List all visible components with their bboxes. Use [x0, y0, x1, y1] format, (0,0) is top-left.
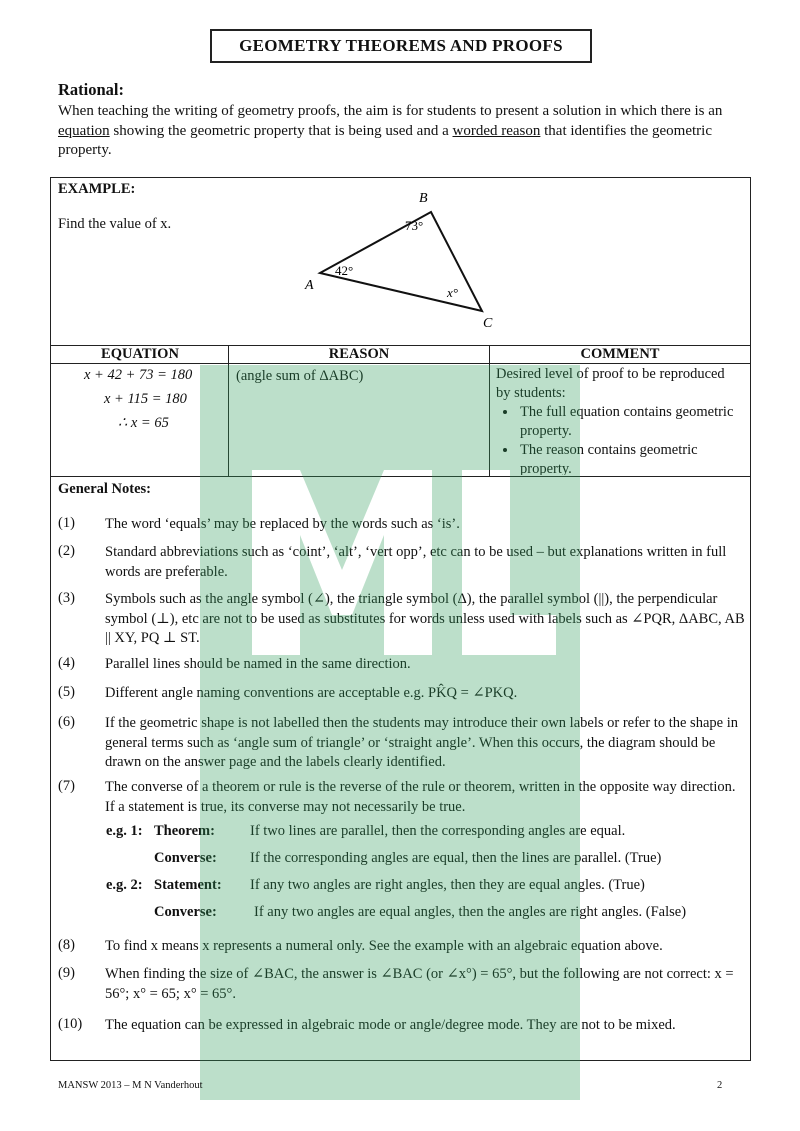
comment-intro: Desired level of proof to be reproduced by students:: [496, 366, 725, 401]
example-label-statement: Statement:: [154, 877, 222, 893]
note-number: (9): [58, 965, 75, 981]
equation-line-1: x + 42 + 73 = 180: [84, 367, 193, 383]
example-heading: EXAMPLE:: [58, 181, 136, 197]
angle-b-label: 73°: [405, 218, 424, 233]
example-label-theorem: Theorem:: [154, 823, 215, 839]
note-text: Symbols such as the angle symbol (∠), the triangle symbol (Δ), the parallel symbol (||), the perpendicular symbol (⊥), etc are not to be used as substitutes for words unless used with labels such as ∠PQR, ΔABC, AB || XY, PQ ⊥ ST.: [105, 591, 745, 646]
example-text-theorem: If two lines are parallel, then the corresponding angles are equal.: [250, 823, 626, 839]
rational-underlined-equation: equation: [58, 122, 110, 139]
rational-heading: Rational:: [58, 80, 124, 99]
note-number: (3): [58, 590, 75, 606]
note-number: (4): [58, 655, 75, 671]
general-notes-heading: General Notes:: [58, 481, 152, 497]
angle-a-label: 42°: [335, 263, 354, 278]
reason-cell: (angle sum of ΔABC): [236, 368, 364, 384]
footer-credit: MANSW 2013 – M N Vanderhout: [58, 1080, 203, 1091]
triangle-diagram: [295, 185, 505, 335]
note-text: When finding the size of ∠BAC, the answer is ∠BAC (or ∠x°) = 65°, but the following are not correct: x = 56°; x° = 65; x° = 65°.: [105, 966, 734, 1002]
example-tag-1: e.g. 1:: [106, 823, 143, 839]
comment-bullet-1: • The full equation contains geometric property.: [518, 403, 741, 441]
note-text: Parallel lines should be named in the same direction.: [105, 656, 411, 672]
comment-list: [496, 403, 741, 475]
watermark-text: ML: [389, 565, 391, 566]
col-header-comment: COMMENT: [580, 346, 660, 362]
note-text: Different angle naming conventions are acceptable e.g. PK̂Q = ∠PKQ.: [105, 685, 518, 701]
rational-text-pre: When teaching the writing of geometry proofs, the aim is for students to present a solution in which there is an: [58, 103, 723, 119]
note-text: The equation can be expressed in algebraic mode or angle/degree mode. They are not to be mixed.: [105, 1017, 676, 1033]
vertex-b-label: B: [419, 191, 428, 206]
note-text: The word ‘equals’ may be replaced by the words such as ‘is’.: [105, 516, 460, 532]
example-text-converse-2: If any two angles are equal angles, then the angles are right angles. (False): [254, 904, 687, 920]
table-bottom-divider: [50, 476, 751, 477]
rational-text-post: that identifies the geometric property.: [58, 122, 712, 158]
col-header-equation: EQUATION: [101, 346, 179, 362]
note-number: (5): [58, 684, 75, 700]
page-number: 2: [717, 1080, 723, 1091]
equation-line-3: ∴ x = 65: [118, 415, 169, 431]
example-question: Find the value of x.: [58, 216, 172, 232]
rational-text-mid: showing the geometric property that is being used and a: [109, 122, 453, 139]
note-number: (10): [58, 1016, 83, 1032]
note-text: To find x means x represents a numeral only. See the example with an algebraic equation above.: [105, 938, 663, 954]
rational-paragraph: [58, 102, 748, 161]
note-number: (1): [58, 515, 75, 531]
comment-cell: [496, 365, 741, 475]
note-number: (7): [58, 778, 75, 794]
example-label-converse-1: Converse:: [154, 850, 217, 866]
note-text: If the geometric shape is not labelled then the students may introduce their own labels or refer to the shape in general terms such as ‘angle sum of triangle’ or ‘straight angle’. When this occurs, the diagram should be drawn on the answer page and the labels clearly identified.: [105, 715, 738, 770]
example-text-converse-1: If the corresponding angles are equal, then the lines are parallel. (True): [250, 850, 662, 866]
vertex-a-label: A: [305, 278, 314, 293]
example-tag-2: e.g. 2:: [106, 877, 143, 893]
rational-underlined-reason: worded reason: [452, 122, 541, 139]
example-text-statement: If any two angles are right angles, then they are equal angles. (True): [250, 877, 645, 893]
equation-line-2: x + 115 = 180: [104, 391, 187, 407]
example-label-converse-2: Converse:: [154, 904, 217, 920]
table-col-divider-1: [228, 345, 229, 476]
angle-c-label: x°: [447, 285, 458, 300]
table-header-divider: [50, 363, 751, 364]
note-text: The converse of a theorem or rule is the reverse of the rule or theorem, written in the opposite way direction. If a statement is true, its converse may not necessarily be true.: [105, 779, 736, 815]
page-title: GEOMETRY THEOREMS AND PROOFS: [210, 29, 592, 63]
vertex-c-label: C: [483, 316, 493, 331]
table-col-divider-2: [489, 345, 490, 476]
comment-bullet-2: • The reason contains geometric property.: [518, 441, 741, 475]
note-number: (2): [58, 543, 75, 559]
note-number: (6): [58, 714, 75, 730]
note-number: (8): [58, 937, 75, 953]
note-text: Standard abbreviations such as ‘coint’, ‘alt’, ‘vert opp’, etc can to be used – but explanations written in full words are preferable.: [105, 544, 727, 580]
col-header-reason: REASON: [328, 346, 390, 362]
